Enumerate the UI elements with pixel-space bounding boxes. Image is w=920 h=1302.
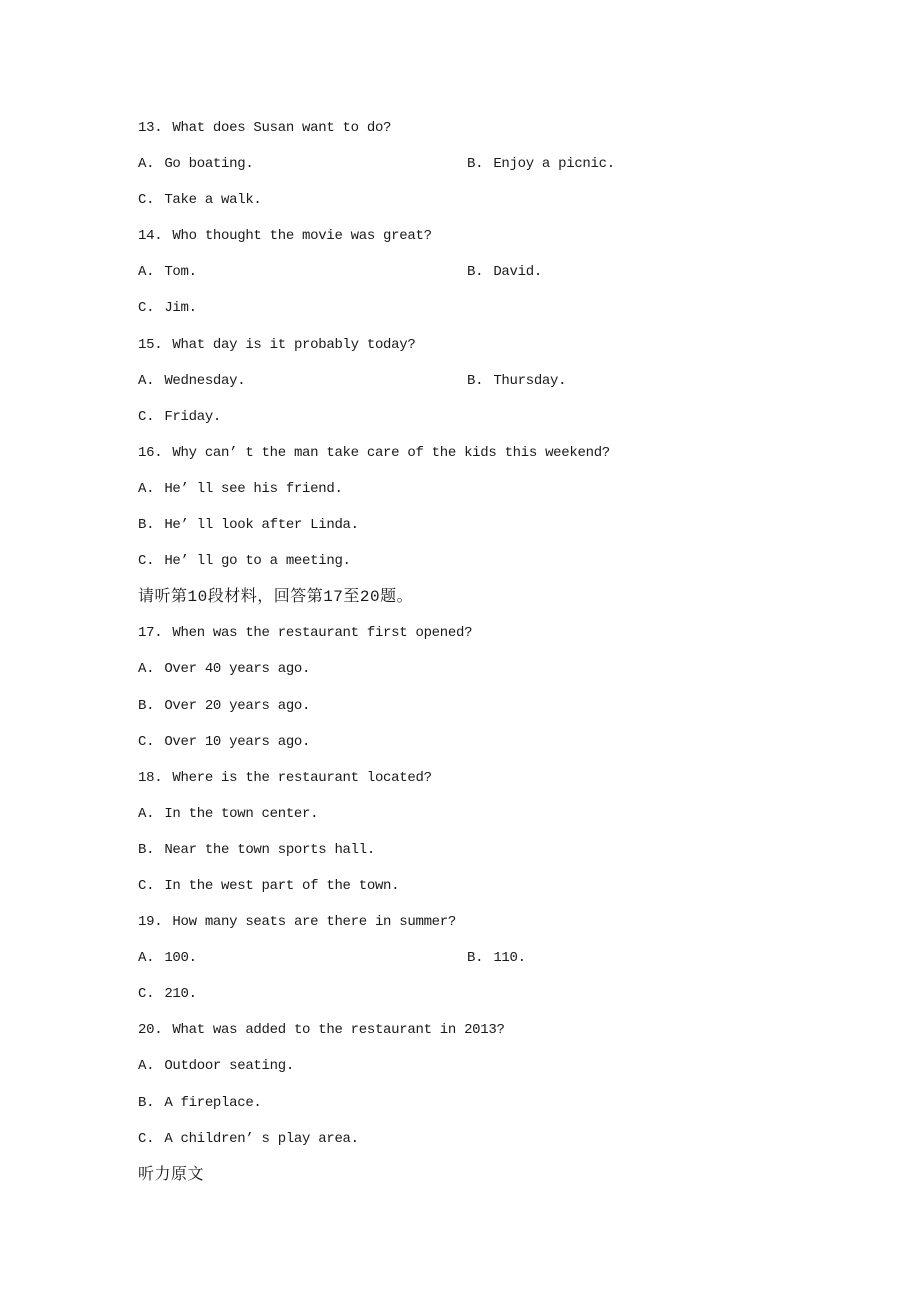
transcript-heading: [138, 1157, 920, 1193]
option-text: A fireplace.: [164, 1094, 262, 1111]
option-text: A children’ s play area.: [164, 1130, 359, 1147]
option-text: Thursday.: [493, 372, 567, 389]
option-label: C.: [138, 986, 155, 1003]
option-text: Why can’ t the man take care of the kids this weekend?: [172, 444, 610, 461]
option-label: 14.: [138, 228, 163, 245]
option-label: 19.: [138, 914, 163, 931]
question-17-option-a: [138, 651, 920, 687]
option-text: How many seats are there in summer?: [172, 914, 456, 931]
option-label: A.: [138, 156, 155, 173]
option-label: 18.: [138, 769, 163, 786]
question-18-option-c: [138, 868, 920, 904]
option-label: B.: [138, 697, 155, 714]
question-14-options-ab: [138, 254, 920, 290]
question-16-option-b: [138, 507, 920, 543]
option-label: C.: [138, 1130, 155, 1147]
option-label: 17.: [138, 625, 163, 642]
option-label: A.: [138, 480, 155, 497]
option-text: Take a walk.: [164, 192, 262, 209]
question-19-options-ab: [138, 940, 920, 976]
option-text: Over 20 years ago.: [164, 697, 311, 714]
option-label: C.: [138, 553, 155, 570]
option-text: Near the town sports hall.: [164, 841, 375, 858]
option-text: 100.: [164, 950, 197, 967]
option-label: B.: [138, 1094, 155, 1111]
option-text: He’ ll see his friend.: [164, 480, 343, 497]
option-label: 20.: [138, 1022, 163, 1039]
option-label: 15.: [138, 336, 163, 353]
option-label: A.: [138, 372, 155, 389]
question-20-option-b: [138, 1085, 920, 1121]
option-label: C.: [138, 408, 155, 425]
option-label: A.: [138, 950, 155, 967]
question-16-option-c: [138, 543, 920, 579]
question-18-option-a: [138, 796, 920, 832]
question-17-option-c: [138, 724, 920, 760]
question-17-option-b: [138, 688, 920, 724]
option-text: In the town center.: [164, 805, 319, 822]
option-label: 16.: [138, 444, 163, 461]
option-text: Over 40 years ago.: [164, 661, 311, 678]
option-text: When was the restaurant first opened?: [172, 625, 473, 642]
question-17: [138, 615, 920, 651]
option-text: Enjoy a picnic.: [493, 156, 615, 173]
option-label: C.: [138, 877, 155, 894]
option-text: What was added to the restaurant in 2013?: [172, 1022, 505, 1039]
option-label: A.: [138, 1058, 155, 1075]
option-text: Outdoor seating.: [164, 1058, 294, 1075]
option-label: C.: [138, 733, 155, 750]
question-13-options-ab: [138, 146, 920, 182]
option-text: In the west part of the town.: [164, 877, 400, 894]
option-label: B.: [467, 372, 484, 389]
question-18: [138, 760, 920, 796]
option-text: Friday.: [164, 408, 222, 425]
question-14: [138, 218, 920, 254]
option-text: Who thought the movie was great?: [172, 228, 432, 245]
option-text: Over 10 years ago.: [164, 733, 311, 750]
question-20-option-c: [138, 1121, 920, 1157]
question-20-option-a: [138, 1048, 920, 1084]
option-text: Jim.: [164, 300, 197, 317]
option-text: 110.: [493, 950, 526, 967]
option-label: C.: [138, 192, 155, 209]
line-text: 听力原文: [138, 1165, 205, 1184]
question-15-option-c: [138, 399, 920, 435]
question-15: [138, 327, 920, 363]
option-label: A.: [138, 264, 155, 281]
option-text: What day is it probably today?: [172, 336, 416, 353]
option-label: A.: [138, 661, 155, 678]
option-text: He’ ll look after Linda.: [164, 517, 359, 534]
option-text: He’ ll go to a meeting.: [164, 553, 351, 570]
option-text: 210.: [164, 986, 197, 1003]
line-text: 请听第10段材料，回答第17至20题。: [138, 588, 414, 607]
option-label: B.: [467, 950, 484, 967]
option-label: B.: [138, 841, 155, 858]
question-13-option-c: [138, 182, 920, 218]
question-15-options-ab: [138, 363, 920, 399]
section-instruction: [138, 579, 920, 615]
question-18-option-b: [138, 832, 920, 868]
option-label: C.: [138, 300, 155, 317]
option-text: David.: [493, 264, 542, 281]
option-text: What does Susan want to do?: [172, 120, 392, 136]
question-14-option-c: [138, 290, 920, 326]
option-label: B.: [467, 264, 484, 281]
question-19-option-c: [138, 976, 920, 1012]
option-text: Go boating.: [164, 156, 254, 173]
option-text: Where is the restaurant located?: [172, 769, 432, 786]
option-text: Wednesday.: [164, 372, 246, 389]
option-text: Tom.: [164, 264, 197, 281]
question-19: [138, 904, 920, 940]
exam-question-list: [138, 110, 920, 1193]
option-label: A.: [138, 805, 155, 822]
option-label: 13.: [138, 120, 163, 136]
question-16-option-a: [138, 471, 920, 507]
option-label: B.: [467, 156, 484, 173]
question-16: [138, 435, 920, 471]
question-20: [138, 1012, 920, 1048]
option-label: B.: [138, 517, 155, 534]
question-13: [138, 110, 920, 146]
